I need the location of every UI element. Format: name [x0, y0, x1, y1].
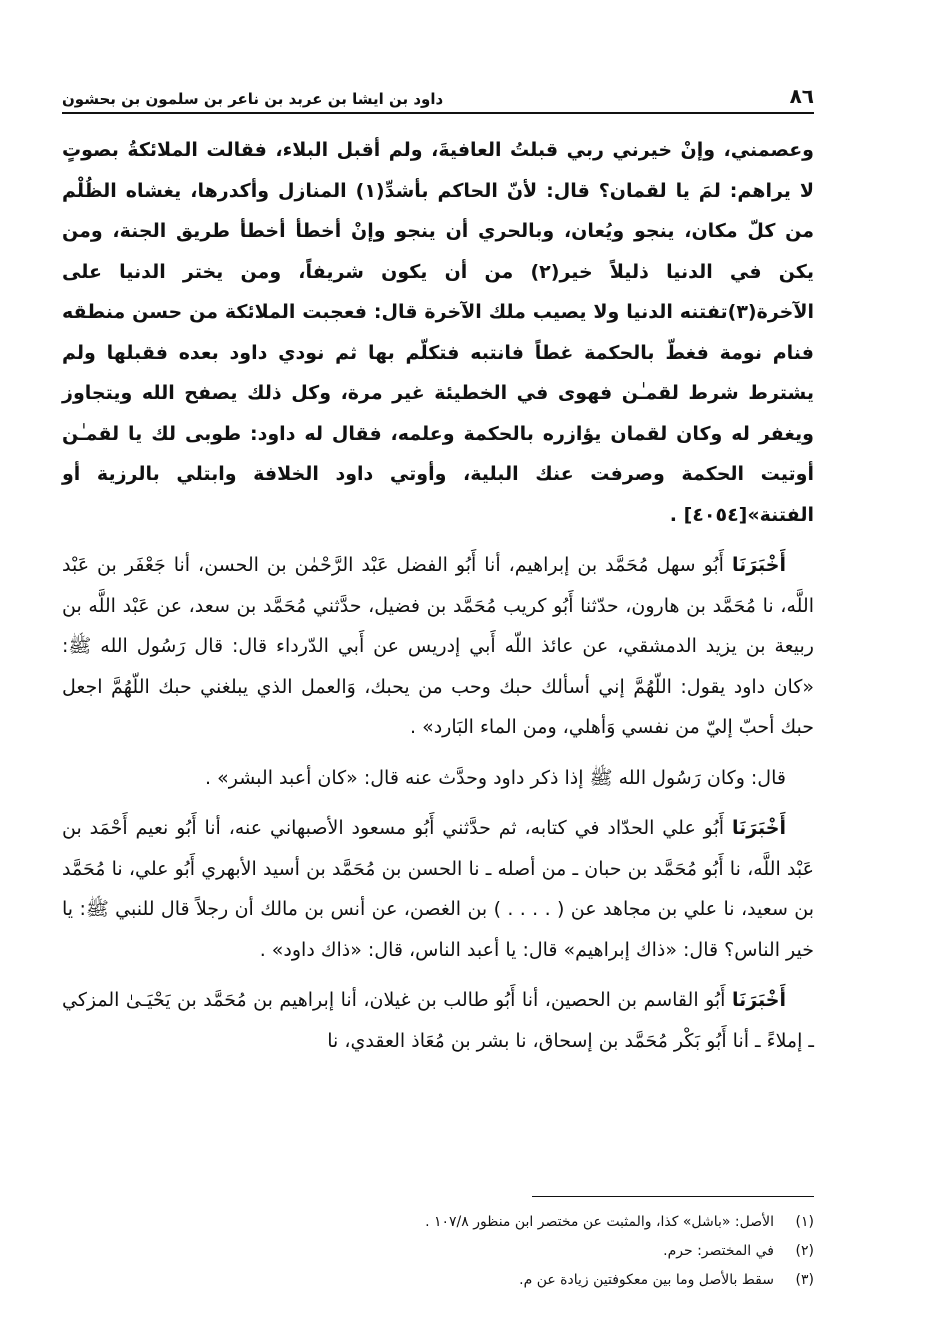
footnotes	[62, 1208, 814, 1295]
main-text	[62, 130, 814, 1061]
paragraph-hadith-1	[62, 545, 814, 748]
paragraph-hadith-3	[62, 808, 814, 970]
footnote-text: الأصل: «باشل» كذا، والمثبت عن مختصر ابن منظور ١٠٧/٨ .	[425, 1214, 774, 1230]
footnote-item	[62, 1266, 814, 1295]
footnote-text: في المختصر: حرم.	[663, 1243, 774, 1259]
paragraph-text: قال: وكان رَسُول الله ﷺ إذا ذكر داود وحدَّث عنه قال: «كان أعبد البشر» .	[205, 766, 786, 789]
footnote-text: سقط بالأصل وما بين معكوفتين زيادة عن م.	[519, 1272, 774, 1288]
footnote-item	[62, 1237, 814, 1266]
book-page	[62, 78, 814, 1318]
paragraph-text: أَبُو سهل مُحَمَّد بن إبراهيم، أنا أَبُو الفضل عَبْد الرَّحْمٰن بن الحسن، أنا جَعْفَر بن عَبْد اللَّه، نا مُحَمَّد بن هارون، حدّثنا أَبُو كريب مُحَمَّد بن فضيل، حدَّثني مُحَمَّد بن سعد، عن عَبْد اللَّه بن ربيعة بن يزيد الدمشقي، عن عائذ اللّه أَبي إدريس عن أَبي الدّرداء قال: قال رَسُول الله ﷺ: «كان داود يقول: اللّهُمَّ إني أسألك حبك وحب من يحبك، وَالعمل الذي يبلغني حبك اللّهُمَّ اجعل حبك أحبّ إليّ من نفسي وَأهلي، ومن الماء البَارد» .	[62, 554, 814, 738]
page-header	[62, 78, 814, 114]
paragraph-hadith-2	[62, 758, 814, 799]
paragraph-luqman-story	[62, 130, 814, 535]
paragraph-text: أَبُو علي الحدّاد في كتابه، ثم حدَّثني أَبُو مسعود الأصبهاني عنه، أنا أَبُو نعيم أَحْمَد بن عَبْد اللَّه، نا أَبُو مُحَمَّد بن حبان ـ من أصله ـ نا الحسن بن مُحَمَّد بن أسيد الأبهري أَبُو علي، نا مُحَمَّد بن سعيد، نا علي بن مجاهد عن ( . . . . ) بن الغصن، عن أنس بن مالك أن رجلاً قال للنبي ﷺ: يا خير الناس؟ قال: «ذاك إبراهيم» قال: يا أعبد الناس، قال: «ذاك داود» .	[62, 817, 814, 961]
footnote-divider	[532, 1196, 814, 1197]
footnote-number: (٣)	[795, 1272, 814, 1288]
footnote-number: (١)	[795, 1214, 814, 1230]
running-head: داود بن ايشا بن عربد بن ناعر بن سلمون بن بحشون	[62, 90, 444, 108]
narration-lead: أَخْبَرَنَا	[731, 989, 786, 1011]
footnote-item	[62, 1208, 814, 1237]
narration-lead: أَخْبَرَنَا	[731, 817, 786, 839]
page-number: ٨٦	[789, 84, 814, 108]
paragraph-text: أَبُو القاسم بن الحصين، أنا أَبُو طالب بن غيلان، أنا إبراهيم بن مُحَمَّد بن يَحْيَـىٰ المزكي ـ إملاءً ـ أنا أَبُو بَكْر مُحَمَّد بن إسحاق، نا بشر بن مُعَاذ العقدي، نا	[62, 989, 814, 1052]
footnote-number: (٢)	[795, 1243, 814, 1259]
narration-lead: أَخْبَرَنَا	[731, 554, 786, 576]
paragraph-text: وعصمني، وإنْ خيرني ربي قبلتُ العافيةَ، ولم أقبل البلاء، فقالت الملائكةُ بصوتٍ لا يراهم: لمَ يا لقمان؟ قال: لأنّ الحاكم بأشدِّ(١) المنازل وأكدرها، يغشاه الظُلْم من كلّ مكان، ينجو ويُعان، وبالحري أن ينجو وإنْ أخطأ أخطأ طريق الجنة، ومن يكن في الدنيا ذليلاً خير(٢) من أن يكون شريفاً، ومن يختر الدنيا على الآخرة(٣)تفتنه الدنيا ولا يصيب ملك الآخرة قال: فعجبت الملائكة من حسن منطقه فنام نومة فغطّ بالحكمة غطاً فانتبه فتكلّم بها ثم نودي داود بعده فقبلها ولم يشترط شرط لقمـٰن فهوى في الخطيئة غير مرة، وكل ذلك يصفح الله ويتجاوز ويغفر له وكان لقمان يؤازره بالحكمة وعلمه، فقال له داود: طوبى لك يا لقمـٰن أوتيت الحكمة وصرفت عنك البلية، وأوتي داود الخلافة وابتلي بالرزية أو الفتنة»[٤٠٥٤] .	[62, 139, 814, 526]
paragraph-hadith-4	[62, 980, 814, 1061]
